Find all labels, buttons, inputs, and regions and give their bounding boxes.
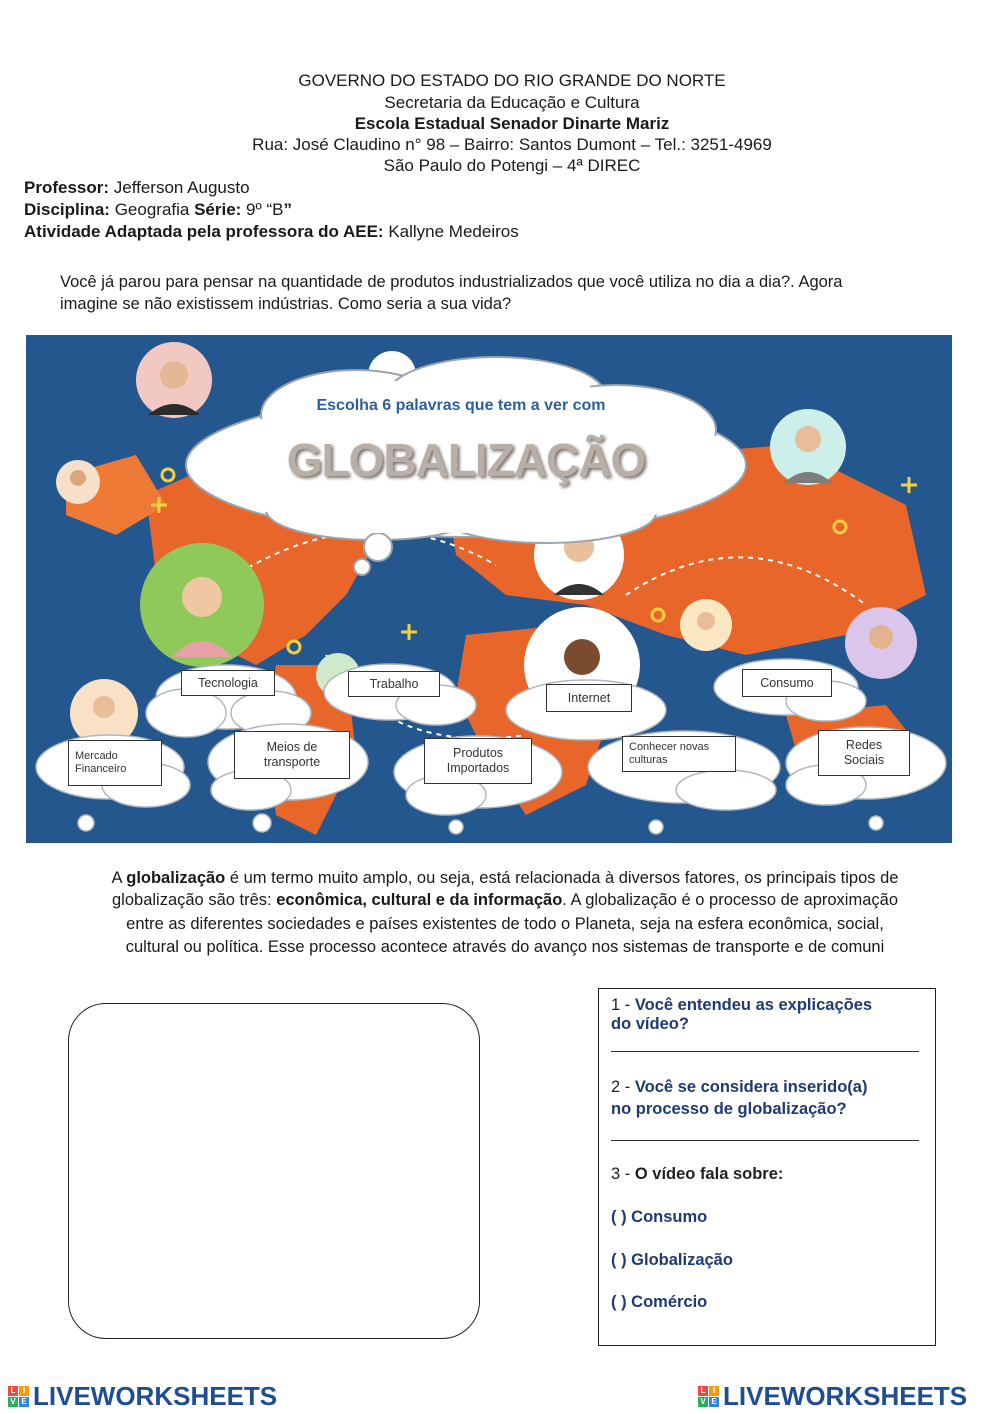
body-text: A (111, 869, 127, 887)
question-text: Você entendeu as explicações (634, 996, 873, 1014)
professor-line (24, 177, 250, 198)
secretaria-line: Secretaria da Educação e Cultura (384, 93, 640, 112)
address-line: Rua: José Claudino n° 98 – Bairro: Santos Dumont – Tel.: 3251-4969 (252, 135, 772, 154)
body-text: . A globalização é o processo de aproximação (562, 891, 898, 909)
liveworksheets-icon (8, 1386, 29, 1407)
body-bold-term: econômica, cultural e da informação (276, 891, 563, 909)
serie-value: 9º “B (241, 200, 284, 219)
logo-letter: V (8, 1397, 18, 1407)
logo-letter: E (709, 1397, 719, 1407)
logo-letter: L (698, 1386, 708, 1396)
serie-label: Série: (194, 200, 242, 219)
body-bold-term: globalização (126, 869, 226, 887)
logo-letter: E (19, 1397, 29, 1407)
professor-label: Professor: (24, 178, 110, 197)
globalizacao-title: GLOBALIZAÇÃO (286, 434, 646, 486)
city-line: São Paulo do Potengi – 4ª DIREC (383, 156, 641, 175)
disciplina-line (24, 199, 292, 220)
intro-line-1: Você já parou para pensar na quantidade de produtos industrializados que você utiliza no dia a dia?. Agora (60, 273, 843, 291)
answer-line-1[interactable] (611, 1051, 919, 1052)
question-number: 1 - (611, 996, 635, 1014)
footer-logo-right (698, 1381, 967, 1412)
gov-title: GOVERNO DO ESTADO DO RIO GRANDE DO NORTE (298, 71, 726, 90)
word-meios-de-transporte[interactable]: Meios de transporte (234, 731, 350, 779)
question-text: Você se considera inserido(a) (634, 1078, 868, 1096)
brand-name: LIVEWORKSHEETS (33, 1381, 278, 1411)
question-number: 3 - (611, 1165, 635, 1183)
option-globalizacao[interactable]: ( ) Globalização (611, 1251, 733, 1269)
professor-value: Jefferson Augusto (109, 178, 250, 197)
disciplina-label: Disciplina: (24, 200, 110, 219)
body-line-1 (60, 867, 950, 889)
question-number: 2 - (611, 1078, 635, 1096)
logo-letter: I (19, 1386, 29, 1396)
atividade-value: Kallyne Medeiros (383, 222, 519, 241)
option-consumo[interactable]: ( ) Consumo (611, 1208, 708, 1226)
question-3 (611, 1164, 921, 1184)
atividade-label: Atividade Adaptada pela professora do AEE: (24, 222, 384, 241)
serie-end: ” (283, 200, 292, 219)
word-produtos-importados[interactable]: Produtos Importados (424, 738, 532, 784)
answer-drawing-box[interactable] (68, 1003, 480, 1339)
question-2-cont: no processo de globalização? (611, 1100, 847, 1118)
body-text: globalização são três: (112, 891, 277, 909)
word-redes-sociais[interactable]: Redes Sociais (818, 730, 910, 776)
logo-letter: I (709, 1386, 719, 1396)
brand-name: LIVEWORKSHEETS (723, 1381, 968, 1411)
word-internet[interactable]: Internet (546, 684, 632, 712)
word-conhecer-novas-culturas[interactable]: Conhecer novas culturas (622, 736, 736, 772)
word-trabalho[interactable]: Trabalho (348, 671, 440, 697)
word-consumo[interactable]: Consumo (742, 669, 832, 697)
question-1-cont: do vídeo? (611, 1015, 689, 1033)
liveworksheets-icon (698, 1386, 719, 1407)
footer-logo-left (8, 1381, 277, 1412)
globalization-illustration (26, 335, 952, 843)
body-text: é um termo muito amplo, ou seja, está relacionada à diversos fatores, os principais tipos de (225, 869, 899, 887)
intro-line-2: imagine se não existissem indústrias. Como seria a sua vida? (60, 295, 512, 313)
logo-letter: L (8, 1386, 18, 1396)
word-mercado-financeiro[interactable]: Mercado Financeiro (68, 740, 162, 786)
cloud-prompt: Escolha 6 palavras que tem a ver com (316, 397, 606, 414)
school-name: Escola Estadual Senador Dinarte Mariz (354, 114, 670, 133)
atividade-line (24, 221, 519, 242)
disciplina-value: Geografia (109, 200, 195, 219)
body-line-2 (60, 889, 950, 911)
logo-letter: V (698, 1397, 708, 1407)
question-text: O vídeo fala sobre: (634, 1165, 784, 1183)
body-line-4: cultural ou política. Esse processo acontece através do avanço nos sistemas de transporte e de comuni (125, 938, 885, 956)
answer-line-2[interactable] (611, 1140, 919, 1141)
word-tecnologia[interactable]: Tecnologia (181, 670, 275, 696)
question-1 (611, 995, 921, 1015)
body-line-3: entre as diferentes sociedades e países existentes de todo o Planeta, seja na esfera econômica, social, (126, 915, 884, 933)
option-comercio[interactable]: ( ) Comércio (611, 1293, 708, 1311)
question-2 (611, 1077, 921, 1097)
questions-box (598, 988, 936, 1346)
